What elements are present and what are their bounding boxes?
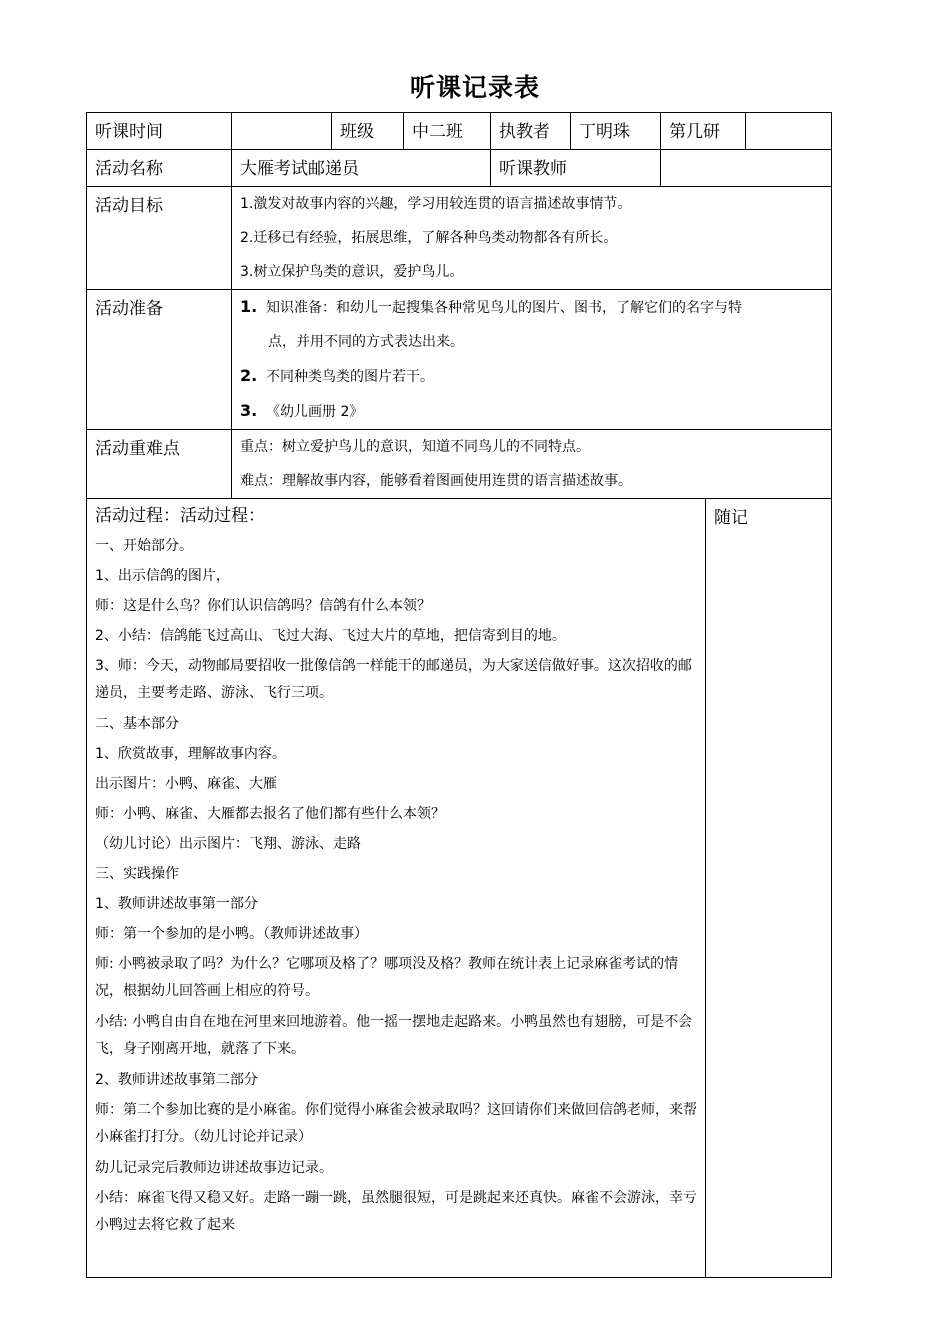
process-cell (87, 499, 706, 1278)
teacher-value: 丁明珠 (571, 113, 661, 150)
row-basic-info (87, 113, 832, 150)
process-line: 二、基本部分 (95, 716, 179, 732)
process-line: （幼儿讨论）出示图片：飞翔、游泳、走路 (95, 836, 361, 852)
activity-label: 活动名称 (87, 150, 232, 187)
class-value: 中二班 (404, 113, 491, 150)
process-line: 1、欣赏故事，理解故事内容。 (95, 746, 286, 762)
prep-item: 3. 《幼儿画册 2》 (240, 401, 364, 420)
row-activity-name (87, 150, 832, 187)
goal-item: 3.树立保护鸟类的意识，爱护鸟儿。 (240, 264, 464, 280)
time-label: 听课时间 (87, 113, 232, 150)
prep-item: 1. 知识准备：和幼儿一起搜集各种常见鸟儿的图片、图书，了解它们的名字与特 (240, 297, 742, 316)
observer-value (661, 150, 832, 187)
lesson-record-table (86, 112, 832, 1278)
goal-item: 2.迁移已有经验，拓展思维，了解各种鸟类动物都各有所长。 (240, 230, 618, 246)
process-line: 小结：麻雀飞得又稳又好。走路一蹦一跳，虽然腿很短，可是跳起来还真快。麻雀不会游泳，幸亏小鸭过去将它救了起来 (95, 1190, 697, 1233)
class-label: 班级 (332, 113, 404, 150)
process-line: 师: 小鸭被录取了吗？为什么？它哪项及格了？哪项没及格？教师在统计表上记录麻雀考试的情况，根据幼儿回答画上相应的符号。 (95, 956, 679, 999)
prep-item-continued: 点，并用不同的方式表达出来。 (268, 334, 464, 350)
observer-label: 听课教师 (491, 150, 661, 187)
process-line: 1、教师讲述故事第一部分 (95, 896, 258, 912)
process-line: 2、小结：信鸽能飞过高山、飞过大海、飞过大片的草地，把信寄到目的地。 (95, 628, 566, 644)
keypoints-label: 活动重难点 (87, 430, 232, 499)
goal-item: 1.激发对故事内容的兴趣，学习用较连贯的语言描述故事情节。 (240, 196, 632, 212)
keypoint-item: 难点：理解故事内容，能够看着图画使用连贯的语言描述故事。 (240, 473, 632, 489)
process-line: 小结: 小鸭自由自在地在河里来回地游着。他一摇一摆地走起路来。小鸭虽然也有翅膀，可是不会飞，身子刚离开地，就落了下来。 (95, 1014, 693, 1057)
session-value (746, 113, 832, 150)
activity-value: 大雁考试邮递员 (232, 150, 491, 187)
row-preparation (87, 290, 832, 430)
row-keypoints (87, 430, 832, 499)
process-line: 幼儿记录完后教师边讲述故事边记录。 (95, 1160, 333, 1176)
prep-label: 活动准备 (87, 290, 232, 430)
teacher-label: 执教者 (491, 113, 571, 150)
process-line: 师：第一个参加的是小鸭。（教师讲述故事） (95, 926, 368, 942)
keypoint-item: 重点：树立爱护鸟儿的意识，知道不同鸟儿的不同特点。 (240, 439, 590, 455)
process-line: 2、教师讲述故事第二部分 (95, 1072, 258, 1088)
process-line: 出示图片：小鸭、麻雀、大雁 (95, 776, 277, 792)
goals-label: 活动目标 (87, 187, 232, 290)
process-line: 3、师：今天，动物邮局要招收一批像信鸽一样能干的邮递员，为大家送信做好事。这次招收的邮递员，主要考走路、游泳、飞行三项。 (95, 658, 692, 701)
row-goals (87, 187, 832, 290)
process-title: 活动过程：活动过程： (95, 506, 265, 526)
process-line: 师：第二个参加比赛的是小麻雀。你们觉得小麻雀会被录取吗？这回请你们来做回信鸽老师，来帮小麻雀打打分。（幼儿讨论并记录） (95, 1102, 697, 1145)
prep-item: 2. 不同种类鸟类的图片若干。 (240, 366, 434, 385)
process-line: 师：这是什么鸟？你们认识信鸽吗？信鸽有什么本领？ (95, 598, 431, 614)
page-title: 听课记录表 (409, 73, 540, 102)
process-line: 1、出示信鸽的图片， (95, 568, 230, 584)
session-label: 第几研 (661, 113, 746, 150)
process-line: 师：小鸭、麻雀、大雁都去报名了他们都有些什么本领？ (95, 806, 445, 822)
notes-cell: 随记 (706, 499, 832, 1278)
row-process (87, 499, 832, 1278)
process-line: 一、开始部分。 (95, 538, 193, 554)
time-value (232, 113, 332, 150)
process-line: 三、实践操作 (95, 866, 179, 882)
